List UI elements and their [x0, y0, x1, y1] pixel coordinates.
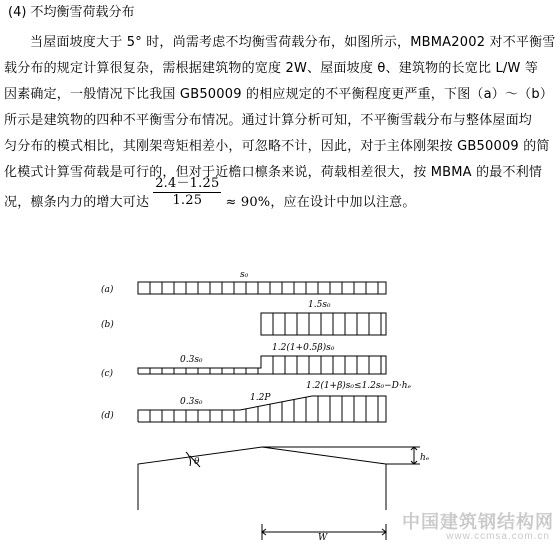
- load-strip-d: [138, 396, 386, 422]
- paragraph-line: 因素确定，一般情况下比我国 GB50009 的相应规定的不平衡程度更严重，下图（a）～（b）: [4, 87, 554, 102]
- fraction-denominator: 1.25: [172, 193, 203, 208]
- load-strip-c: [138, 356, 386, 374]
- formula-approx-value: ≈ 90%: [225, 195, 271, 210]
- body-paragraph: [4, 30, 558, 212]
- roof-angle-label: θ: [194, 457, 200, 467]
- paragraph-line-with-formula: [4, 176, 558, 212]
- section-heading: (4) 不均衡雪荷载分布: [8, 5, 135, 20]
- load-label-b: 1.5s₀: [308, 300, 331, 310]
- load-label-d-right: 1.2(1+β)s₀≤1.2s₀−D·hₑ: [306, 381, 412, 391]
- formula-fraction: [153, 176, 221, 209]
- load-label-c-right: 1.2(1+0.5β)s₀: [272, 343, 335, 353]
- load-strip-b: [261, 313, 386, 335]
- load-strip-a: [138, 282, 386, 294]
- formula-trailing-text: ，应在设计中加以注意。: [270, 195, 416, 210]
- paragraph-line: 载分布的规定计算很复杂，需根据建筑物的宽度 2W、屋面坡度 θ、建筑物的长宽比 L/W 等: [4, 61, 539, 76]
- figure-label-b: (b): [101, 320, 114, 330]
- figure-label-d: (d): [101, 411, 114, 421]
- figure-label-a: (a): [101, 285, 114, 295]
- paragraph-line: 所示是建筑物的四种不平衡雪分布情况。通过计算分析可知，不平衡雪载分布与整体屋面均: [4, 113, 533, 128]
- paragraph-line: 匀分布的模式相比，其刚架弯矩相差小，可忽略不计，因此，对于主体刚架按 GB50009 的简: [4, 139, 550, 154]
- load-label-d-mid: 1.2P: [250, 393, 271, 403]
- eave-height-label: hₑ: [420, 453, 430, 463]
- formula-lead-text: 况，檩条内力的增大可达: [4, 195, 150, 210]
- watermark-site-url: www.ccmsa.com.cn: [446, 531, 550, 542]
- load-label-d-left: 0.3s₀: [180, 397, 203, 407]
- paragraph-line: 化模式计算雪荷载是可行的，但对于近檐口檩条来说，荷载相差很大，按 MBMA 的最不利情: [4, 165, 543, 180]
- width-label: W: [318, 533, 328, 543]
- fraction-numerator: 2.4－1.25: [155, 176, 220, 191]
- load-label-a: s₀: [240, 270, 249, 280]
- figure-label-c: (c): [101, 369, 114, 379]
- load-label-c-left: 0.3s₀: [180, 355, 203, 365]
- paragraph-line: 当屋面坡度大于 5° 时，尚需考虑不均衡雪荷载分布，如图所示，MBMA2002 对不平衡雪: [30, 35, 556, 50]
- building-section: [138, 447, 420, 540]
- watermark-site-name: 中国建筑钢结构网: [402, 512, 554, 532]
